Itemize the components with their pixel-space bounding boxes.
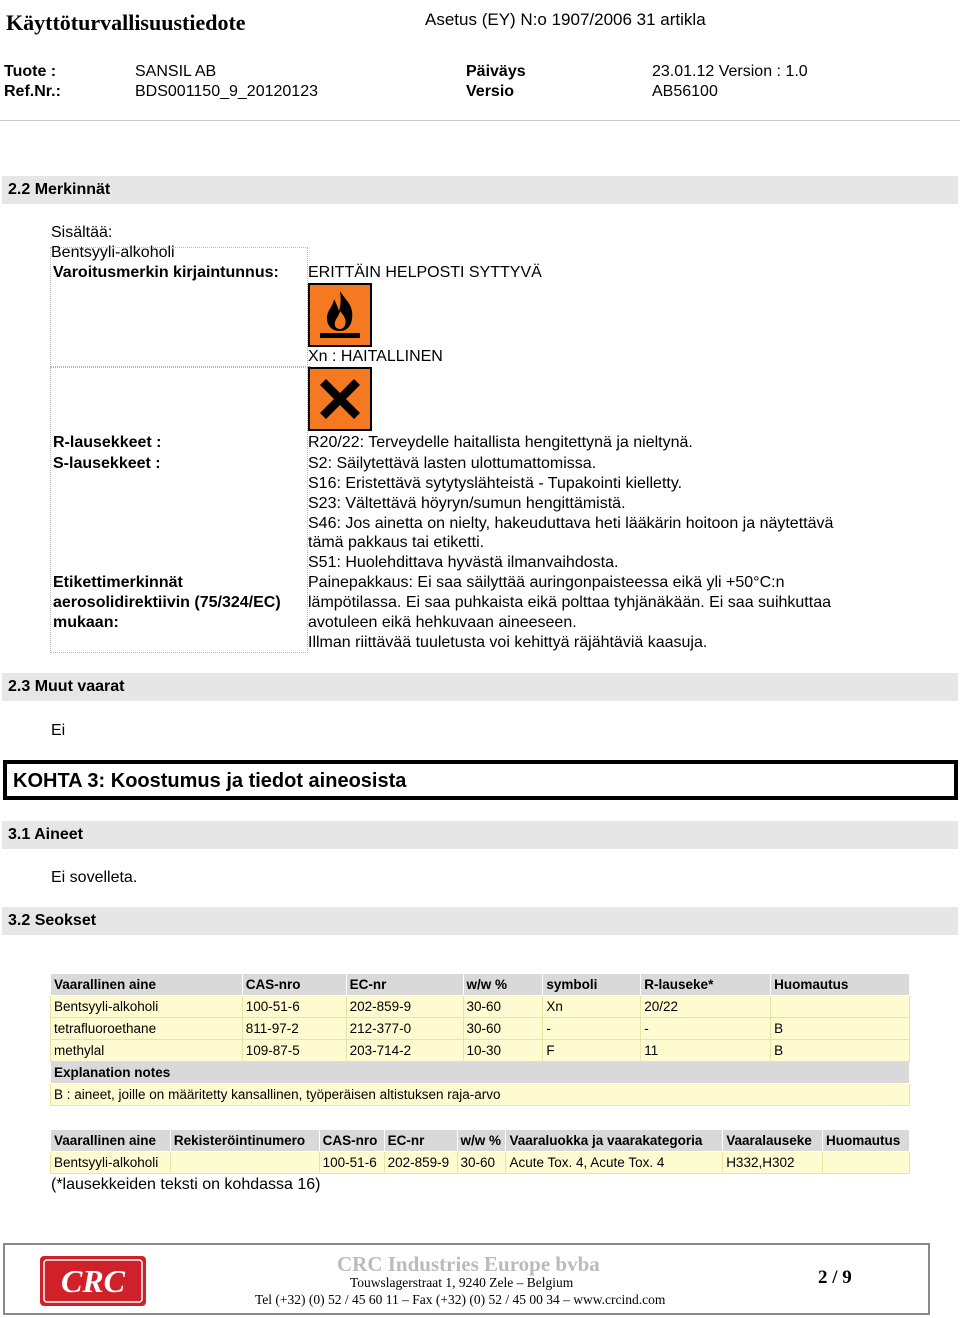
crc-logo <box>40 1256 146 1306</box>
table-row <box>51 1152 910 1174</box>
document-title: Käyttöturvallisuustiedote <box>6 10 246 35</box>
table-cell: - <box>641 1018 771 1040</box>
table-cell: 203-714-2 <box>346 1040 463 1062</box>
section-2-3-text: Ei <box>51 722 66 739</box>
table-header-row <box>51 974 910 996</box>
flame-icon <box>308 283 372 347</box>
table-cell: F <box>543 1040 641 1062</box>
mixture-table <box>50 973 910 1106</box>
refnr-value: BDS001150_9_20120123 <box>135 83 318 100</box>
product-value: SANSIL AB <box>135 63 217 80</box>
hazard-flammable: ERITTÄIN HELPOSTI SYTTYVÄ <box>308 264 542 281</box>
aerosol-label: Etikettimerkinnät <box>53 574 183 591</box>
table-row <box>51 1018 910 1040</box>
regulation-reference: Asetus (EY) N:o 1907/2006 31 artikla <box>425 10 706 29</box>
product-label: Tuote : <box>4 63 57 80</box>
table-header-cell: Vaarallinen aine <box>51 974 243 996</box>
table-header-cell: w/w % <box>457 1130 506 1152</box>
table-cell: Bentsyyli-alkoholi <box>51 1152 171 1174</box>
table-footnote: (*lausekkeiden teksti on kohdassa 16) <box>51 1176 321 1193</box>
r-phrases-label: R-lausekkeet : <box>53 434 162 451</box>
clp-table <box>50 1129 910 1174</box>
table-cell: 212-377-0 <box>346 1018 463 1040</box>
table-cell <box>823 1152 910 1174</box>
section-2-3-heading: 2.3 Muut vaarat <box>2 673 958 701</box>
cross-icon <box>308 367 372 431</box>
section-3-2-heading: 3.2 Seokset <box>2 907 958 935</box>
table-row <box>51 1040 910 1062</box>
footer-contact: Tel (+32) (0) 52 / 45 60 11 – Fax (+32) (0) 52 / 45 00 34 – www.crcind.com <box>255 1292 666 1307</box>
table-notes-row <box>51 1084 910 1106</box>
table-cell: 10-30 <box>463 1040 543 1062</box>
table-cell: 30-60 <box>463 1018 543 1040</box>
table-header-cell: w/w % <box>463 974 543 996</box>
table-cell: B <box>771 1018 910 1040</box>
s-phrase-line: S46: Jos ainetta on nielty, hakeuduttava heti lääkärin hoitoon ja näytettävä <box>308 515 834 532</box>
date-label: Päiväys <box>466 63 526 80</box>
section-3-1-text: Ei sovelleta. <box>51 869 138 886</box>
s-phrases-label: S-lausekkeet : <box>53 455 161 472</box>
date-value: 23.01.12 Version : 1.0 <box>652 63 808 80</box>
table-cell: 202-859-9 <box>384 1152 457 1174</box>
version-value: AB56100 <box>652 83 718 100</box>
table-notes-heading-row <box>51 1062 910 1084</box>
section-2-2-heading: 2.2 Merkinnät <box>2 176 958 204</box>
s-phrase-line: S16: Eristettävä sytytyslähteistä - Tupakointi kielletty. <box>308 475 683 492</box>
version-label: Versio <box>466 83 515 100</box>
table-cell: Xn <box>543 996 641 1018</box>
header-divider <box>0 120 960 121</box>
table-cell: 30-60 <box>463 996 543 1018</box>
table-cell: 100-51-6 <box>242 996 346 1018</box>
contains-value: Bentsyyli-alkoholi <box>51 244 175 261</box>
notes-heading: Explanation notes <box>51 1062 910 1084</box>
labels-divider <box>50 366 308 368</box>
table-cell: 202-859-9 <box>346 996 463 1018</box>
s-phrase-line: tämä pakkaus tai etiketti. <box>308 534 485 551</box>
table-header-row <box>51 1130 910 1152</box>
table-row <box>51 996 910 1018</box>
section-3-heading: KOHTA 3: Koostumus ja tiedot aineosista <box>3 760 958 800</box>
aerosol-label: mukaan: <box>53 614 119 631</box>
table-cell: methylal <box>51 1040 243 1062</box>
table-cell: B <box>771 1040 910 1062</box>
s-phrase-line: S2: Säilytettävä lasten ulottumattomissa. <box>308 455 597 472</box>
table-header-cell: CAS-nro <box>319 1130 384 1152</box>
table-header-cell: EC-nr <box>384 1130 457 1152</box>
aerosol-text-line: avotuleen eikä hehkuvaan aineeseen. <box>308 614 577 631</box>
section-3-1-heading: 3.1 Aineet <box>2 821 958 849</box>
hazard-label: Varoitusmerkin kirjaintunnus: <box>53 264 279 281</box>
s-phrase-line: S23: Vältettävä höyryn/sumun hengittämistä. <box>308 495 626 512</box>
table-cell: H332,H302 <box>723 1152 823 1174</box>
table-header-cell: CAS-nro <box>242 974 346 996</box>
table-cell <box>170 1152 319 1174</box>
table-header-cell: Huomautus <box>771 974 910 996</box>
table-cell: tetrafluoroethane <box>51 1018 243 1040</box>
refnr-label: Ref.Nr.: <box>4 83 61 100</box>
table-cell: 811-97-2 <box>242 1018 346 1040</box>
table-cell: - <box>543 1018 641 1040</box>
table-header-cell: Vaaralauseke <box>723 1130 823 1152</box>
footer-address: Touwslagerstraat 1, 9240 Zele – Belgium <box>350 1275 574 1290</box>
table-cell <box>771 996 910 1018</box>
table-cell: Bentsyyli-alkoholi <box>51 996 243 1018</box>
table-header-cell: Vaarallinen aine <box>51 1130 171 1152</box>
aerosol-label: aerosolidirektiivin (75/324/EC) <box>53 594 281 611</box>
logo-text: CRC <box>60 1263 126 1299</box>
r-phrase-text: R20/22: Terveydelle haitallista hengitettynä ja nieltynä. <box>308 434 693 451</box>
aerosol-text-line: Painepakkaus: Ei saa säilyttää auringonpaisteessa eikä yli +50°C:n <box>308 574 785 591</box>
table-cell: 109-87-5 <box>242 1040 346 1062</box>
table-cell: 100-51-6 <box>319 1152 384 1174</box>
table-cell: 30-60 <box>457 1152 506 1174</box>
table-header-cell: Vaaraluokka ja vaarakategoria <box>506 1130 723 1152</box>
s-phrase-line: S51: Huolehdittava hyvästä ilmanvaihdosta. <box>308 554 619 571</box>
table-cell: Acute Tox. 4, Acute Tox. 4 <box>506 1152 723 1174</box>
table-header-cell: Rekisteröintinumero <box>170 1130 319 1152</box>
aerosol-text-line: lämpötilassa. Ei saa puhkaista eikä polttaa tyhjänäkään. Ei saa suihkuttaa <box>308 594 831 611</box>
contains-label: Sisältää: <box>51 224 113 241</box>
table-cell: 20/22 <box>641 996 771 1018</box>
aerosol-text-line: Illman riittävää tuuletusta voi kehittyä räjähtäviä kaasuja. <box>308 634 708 651</box>
page-number: 2 / 9 <box>818 1267 852 1288</box>
hazard-harmful: Xn : HAITALLINEN <box>308 348 443 365</box>
footer-company: CRC Industries Europe bvba <box>337 1252 600 1276</box>
table-header-cell: EC-nr <box>346 974 463 996</box>
table-header-cell: symboli <box>543 974 641 996</box>
table-cell: 11 <box>641 1040 771 1062</box>
notes-text: B : aineet, joille on määritetty kansallinen, työperäisen altistuksen raja-arvo <box>51 1084 910 1106</box>
table-header-cell: R-lauseke* <box>641 974 771 996</box>
table-header-cell: Huomautus <box>823 1130 910 1152</box>
